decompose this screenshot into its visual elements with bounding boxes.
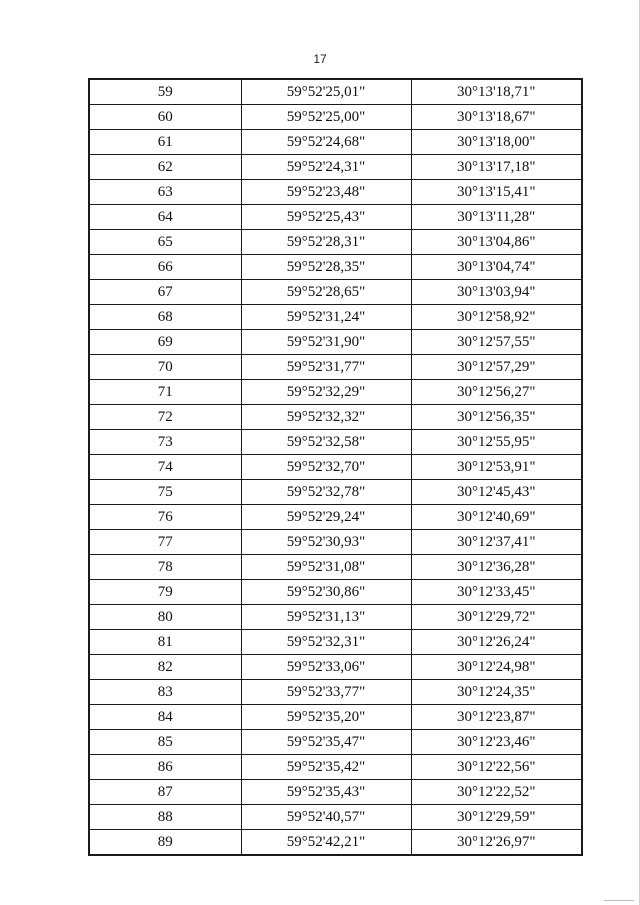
table-row xyxy=(89,555,582,580)
longitude-cell: 30°12'24,35" xyxy=(411,680,582,705)
latitude-cell: 59°52'40,57" xyxy=(241,805,411,830)
longitude-cell: 30°12'56,27" xyxy=(411,380,582,405)
point-number-cell: 75 xyxy=(89,480,241,505)
latitude-cell: 59°52'28,35" xyxy=(241,255,411,280)
coordinates-table-body xyxy=(89,79,582,855)
point-number-cell: 86 xyxy=(89,755,241,780)
latitude-cell: 59°52'35,42" xyxy=(241,755,411,780)
table-row xyxy=(89,105,582,130)
point-number-cell: 65 xyxy=(89,230,241,255)
table-row xyxy=(89,405,582,430)
table-row xyxy=(89,655,582,680)
longitude-cell: 30°13'18,00" xyxy=(411,130,582,155)
latitude-cell: 59°52'35,47" xyxy=(241,730,411,755)
point-number-cell: 84 xyxy=(89,705,241,730)
longitude-cell: 30°13'04,86" xyxy=(411,230,582,255)
table-row xyxy=(89,130,582,155)
point-number-cell: 61 xyxy=(89,130,241,155)
point-number-cell: 79 xyxy=(89,580,241,605)
point-number-cell: 69 xyxy=(89,330,241,355)
longitude-cell: 30°13'17,18" xyxy=(411,155,582,180)
latitude-cell: 59°52'42,21" xyxy=(241,830,411,856)
point-number-cell: 70 xyxy=(89,355,241,380)
latitude-cell: 59°52'32,29" xyxy=(241,380,411,405)
point-number-cell: 87 xyxy=(89,780,241,805)
longitude-cell: 30°12'26,97" xyxy=(411,830,582,856)
point-number-cell: 78 xyxy=(89,555,241,580)
table-row xyxy=(89,680,582,705)
latitude-cell: 59°52'32,58" xyxy=(241,430,411,455)
table-row xyxy=(89,805,582,830)
longitude-cell: 30°12'23,46" xyxy=(411,730,582,755)
longitude-cell: 30°12'40,69" xyxy=(411,505,582,530)
table-row xyxy=(89,580,582,605)
table-row xyxy=(89,455,582,480)
table-row xyxy=(89,530,582,555)
page-number: 17 xyxy=(313,52,327,66)
table-row xyxy=(89,255,582,280)
point-number-cell: 83 xyxy=(89,680,241,705)
latitude-cell: 59°52'33,77" xyxy=(241,680,411,705)
point-number-cell: 81 xyxy=(89,630,241,655)
scan-corner-mark xyxy=(604,900,634,901)
latitude-cell: 59°52'31,08" xyxy=(241,555,411,580)
longitude-cell: 30°13'11,28" xyxy=(411,205,582,230)
point-number-cell: 60 xyxy=(89,105,241,130)
latitude-cell: 59°52'25,00" xyxy=(241,105,411,130)
longitude-cell: 30°12'56,35" xyxy=(411,405,582,430)
point-number-cell: 76 xyxy=(89,505,241,530)
latitude-cell: 59°52'32,78" xyxy=(241,480,411,505)
longitude-cell: 30°12'57,29" xyxy=(411,355,582,380)
table-row xyxy=(89,330,582,355)
point-number-cell: 62 xyxy=(89,155,241,180)
latitude-cell: 59°52'33,06" xyxy=(241,655,411,680)
longitude-cell: 30°12'53,91" xyxy=(411,455,582,480)
latitude-cell: 59°52'32,31" xyxy=(241,630,411,655)
table-row xyxy=(89,480,582,505)
latitude-cell: 59°52'23,48" xyxy=(241,180,411,205)
latitude-cell: 59°52'30,86" xyxy=(241,580,411,605)
longitude-cell: 30°13'18,67" xyxy=(411,105,582,130)
point-number-cell: 68 xyxy=(89,305,241,330)
table-row xyxy=(89,505,582,530)
table-row xyxy=(89,705,582,730)
longitude-cell: 30°12'22,56" xyxy=(411,755,582,780)
point-number-cell: 77 xyxy=(89,530,241,555)
latitude-cell: 59°52'24,31" xyxy=(241,155,411,180)
table-row xyxy=(89,630,582,655)
latitude-cell: 59°52'31,90" xyxy=(241,330,411,355)
point-number-cell: 73 xyxy=(89,430,241,455)
point-number-cell: 64 xyxy=(89,205,241,230)
point-number-cell: 82 xyxy=(89,655,241,680)
table-row xyxy=(89,830,582,856)
longitude-cell: 30°12'29,72" xyxy=(411,605,582,630)
table-row xyxy=(89,230,582,255)
latitude-cell: 59°52'35,43" xyxy=(241,780,411,805)
table-row xyxy=(89,305,582,330)
latitude-cell: 59°52'29,24" xyxy=(241,505,411,530)
point-number-cell: 80 xyxy=(89,605,241,630)
longitude-cell: 30°12'45,43" xyxy=(411,480,582,505)
point-number-cell: 63 xyxy=(89,180,241,205)
longitude-cell: 30°12'37,41" xyxy=(411,530,582,555)
longitude-cell: 30°12'23,87" xyxy=(411,705,582,730)
point-number-cell: 85 xyxy=(89,730,241,755)
table-row xyxy=(89,155,582,180)
coordinates-table xyxy=(88,78,583,856)
latitude-cell: 59°52'31,77" xyxy=(241,355,411,380)
longitude-cell: 30°12'33,45" xyxy=(411,580,582,605)
table-row xyxy=(89,180,582,205)
point-number-cell: 74 xyxy=(89,455,241,480)
table-row xyxy=(89,205,582,230)
latitude-cell: 59°52'32,70" xyxy=(241,455,411,480)
latitude-cell: 59°52'30,93" xyxy=(241,530,411,555)
latitude-cell: 59°52'32,32" xyxy=(241,405,411,430)
longitude-cell: 30°12'29,59" xyxy=(411,805,582,830)
longitude-cell: 30°12'26,24" xyxy=(411,630,582,655)
table-row xyxy=(89,380,582,405)
table-row xyxy=(89,280,582,305)
point-number-cell: 59 xyxy=(89,79,241,105)
latitude-cell: 59°52'25,43" xyxy=(241,205,411,230)
table-row xyxy=(89,780,582,805)
table-row xyxy=(89,355,582,380)
latitude-cell: 59°52'24,68" xyxy=(241,130,411,155)
longitude-cell: 30°12'22,52" xyxy=(411,780,582,805)
point-number-cell: 72 xyxy=(89,405,241,430)
longitude-cell: 30°12'57,55" xyxy=(411,330,582,355)
longitude-cell: 30°13'03,94" xyxy=(411,280,582,305)
latitude-cell: 59°52'31,24" xyxy=(241,305,411,330)
point-number-cell: 89 xyxy=(89,830,241,856)
longitude-cell: 30°13'18,71" xyxy=(411,79,582,105)
point-number-cell: 71 xyxy=(89,380,241,405)
latitude-cell: 59°52'31,13" xyxy=(241,605,411,630)
point-number-cell: 66 xyxy=(89,255,241,280)
longitude-cell: 30°13'15,41" xyxy=(411,180,582,205)
latitude-cell: 59°52'28,65" xyxy=(241,280,411,305)
table-row xyxy=(89,755,582,780)
longitude-cell: 30°12'58,92" xyxy=(411,305,582,330)
latitude-cell: 59°52'35,20" xyxy=(241,705,411,730)
point-number-cell: 67 xyxy=(89,280,241,305)
table-row xyxy=(89,430,582,455)
table-row xyxy=(89,79,582,105)
longitude-cell: 30°13'04,74" xyxy=(411,255,582,280)
table-row xyxy=(89,730,582,755)
longitude-cell: 30°12'55,95" xyxy=(411,430,582,455)
table-row xyxy=(89,605,582,630)
longitude-cell: 30°12'36,28" xyxy=(411,555,582,580)
latitude-cell: 59°52'28,31" xyxy=(241,230,411,255)
point-number-cell: 88 xyxy=(89,805,241,830)
longitude-cell: 30°12'24,98" xyxy=(411,655,582,680)
latitude-cell: 59°52'25,01" xyxy=(241,79,411,105)
